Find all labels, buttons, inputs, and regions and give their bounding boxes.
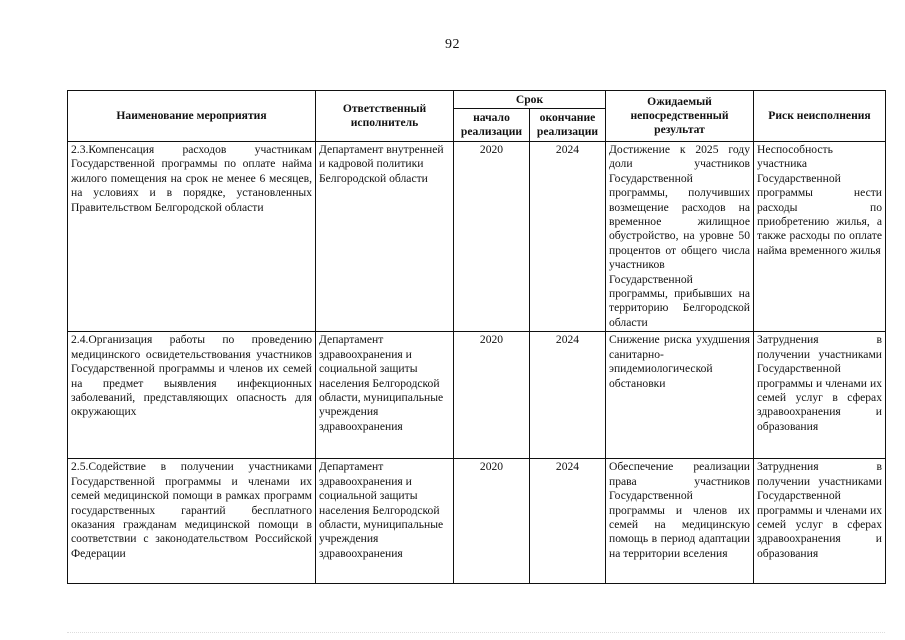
header-risk: Риск неисполнения	[754, 91, 886, 142]
risk-cell: Неспособность участника Государственной программы нести расходы по приобретению жилья, а также расходы по оплате найма временного жилья	[754, 142, 886, 332]
executor-cell: Департамент здравоохранения и социальной защиты населения Белгородской области, муниципальные учреждения здравоохранения	[316, 459, 454, 584]
measures-table	[67, 90, 886, 584]
header-term: Срок	[454, 91, 606, 109]
table-row	[68, 142, 886, 332]
measure-cell: 2.3.Компенсация расходов участникам Государственной программы по оплате найма жилого помещения на срок не менее 6 месяцев, на условиях и в порядке, установленных Правительством Белгородской области	[68, 142, 316, 332]
end-year-cell: 2024	[530, 459, 606, 584]
measure-cell: 2.4.Организация работы по проведению медицинского освидетельствования участников Государственной программы и членов их семей на предмет выявления инфекционных заболеваний, представляющих опасность для окружающих	[68, 332, 316, 459]
executor-cell: Департамент здравоохранения и социальной защиты населения Белгородской области, муниципальные учреждения здравоохранения	[316, 332, 454, 459]
start-year-cell: 2020	[454, 142, 530, 332]
header-measure: Наименование мероприятия	[68, 91, 316, 142]
result-cell: Достижение к 2025 году доли участников Государственной программы, получивших возмещение расходов на временное жилищное обустройство, на уровне 50 процентов от общего числа участников Государственной программы, прибывших на территорию Белгородской области	[606, 142, 754, 332]
header-executor: Ответственный исполнитель	[316, 91, 454, 142]
table-row	[68, 332, 886, 459]
measure-cell: 2.5.Содействие в получении участниками Государственной программы и членами их семей медицинской помощи в рамках программ государственных гарантий бесплатного оказания гражданам медицинской помощи в соответствии с законодательством Российской Федерации	[68, 459, 316, 584]
start-year-cell: 2020	[454, 459, 530, 584]
risk-cell: Затруднения в получении участниками Государственной программы и членами их семей услуг в сферах здравоохранения и образования	[754, 332, 886, 459]
start-year-cell: 2020	[454, 332, 530, 459]
page-number: 92	[445, 37, 460, 52]
result-cell: Снижение риска ухудшения санитарно-эпидемиологической обстановки	[606, 332, 754, 459]
risk-cell: Затруднения в получении участниками Государственной программы и членами их семей услуг в сферах здравоохранения и образования	[754, 459, 886, 584]
executor-cell: Департамент внутренней и кадровой политики Белгородской области	[316, 142, 454, 332]
end-year-cell: 2024	[530, 332, 606, 459]
result-cell: Обеспечение реализации права участников Государственной программы и членов их семей на медицинскую помощь в период адаптации на территории вселения	[606, 459, 754, 584]
header-result: Ожидаемый непосредственный результат	[606, 91, 754, 142]
table-header-row	[68, 91, 886, 109]
header-start: начало реализации	[454, 109, 530, 142]
scan-footer-divider	[67, 632, 885, 636]
table-row	[68, 459, 886, 584]
end-year-cell: 2024	[530, 142, 606, 332]
header-end: окончание реализации	[530, 109, 606, 142]
